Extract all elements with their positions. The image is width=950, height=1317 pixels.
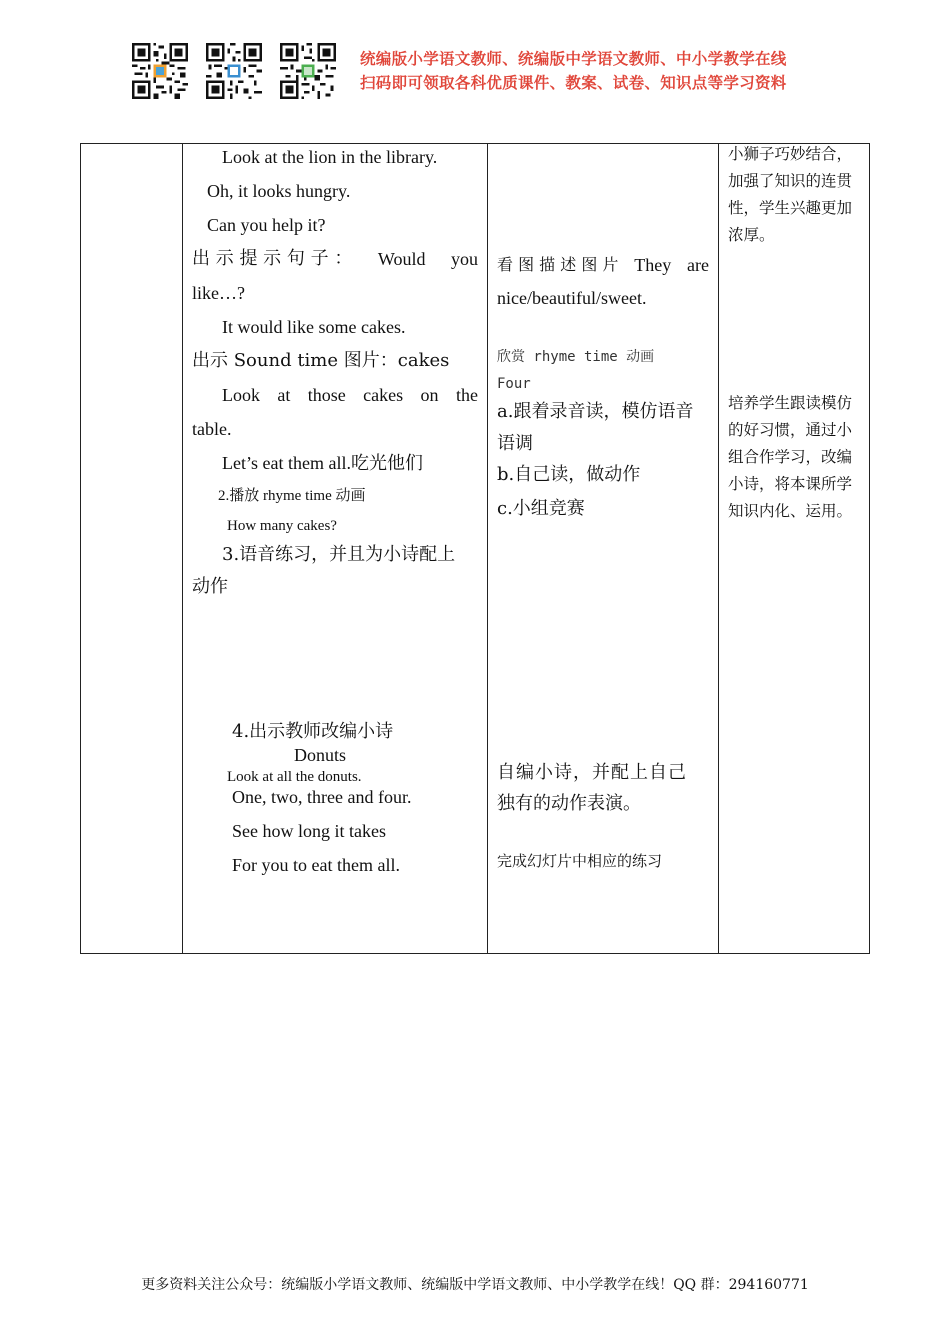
- text-line: 欣赏 rhyme time 动画: [497, 349, 655, 365]
- banner-line-1: 统编版小学语文教师、统编版中学语文教师、中小学教学在线: [360, 50, 787, 68]
- text-line: How many cakes?: [227, 518, 337, 534]
- text-line: 完成幻灯片中相应的练习: [497, 852, 663, 870]
- text-segment: 看 图 描 述 图 片: [497, 255, 619, 274]
- text-line: nice/beautiful/sweet.: [497, 288, 647, 308]
- text-line: Can you help it?: [207, 215, 326, 235]
- text-line: Let’s eat them all.吃光他们: [222, 453, 423, 473]
- text-segment: you: [451, 249, 478, 269]
- column-divider: [487, 144, 488, 953]
- footer-text: 更多资料关注公众号：统编版小学语文教师、统编版中学语文教师、中小学教学在线！QQ 群：294160771: [141, 1277, 809, 1293]
- word: on: [420, 385, 439, 405]
- text-line: Four: [497, 376, 531, 392]
- text-line: c.小组竞赛: [497, 498, 585, 519]
- text-line: Look at the lion in the library.: [222, 147, 438, 167]
- text-line: [497, 254, 709, 276]
- text-segment: They: [634, 255, 672, 275]
- word: at: [277, 385, 291, 405]
- word: those: [307, 385, 346, 405]
- poem-line: See how long it takes: [232, 821, 386, 841]
- text-line: [222, 384, 478, 406]
- word: cakes: [363, 385, 404, 405]
- text-segment: 出 示 提 示 句 子 ：: [192, 248, 353, 269]
- text-segment: are: [687, 255, 709, 275]
- text-line: b.自己读，做动作: [497, 464, 641, 485]
- text-line: 独有的动作表演。: [497, 793, 641, 814]
- text-line: 出示 Sound time 图片：cakes: [192, 350, 450, 371]
- column-divider: [718, 144, 719, 953]
- text-line: like…?: [192, 283, 245, 303]
- word: Look: [222, 385, 260, 405]
- qr-code-1: [132, 43, 188, 99]
- header-banner: [360, 47, 787, 95]
- poem-title: Donuts: [294, 745, 347, 765]
- design-note: 小狮子巧妙结合，加强了知识的连贯性，学生兴趣更加浓厚。: [728, 145, 853, 244]
- text-line: 动作: [192, 576, 228, 597]
- design-note: 培养学生跟读模仿的好习惯，通过小组合作学习，改编小诗，将本课所学知识内化、运用。: [728, 394, 853, 520]
- text-line: 语调: [497, 433, 533, 454]
- column-divider: [182, 144, 183, 953]
- poem-line: For you to eat them all.: [232, 855, 400, 875]
- qr-code-2: [206, 43, 262, 99]
- poem-line: One, two, three and four.: [232, 787, 412, 807]
- text-line: 2.播放 rhyme time 动画: [218, 488, 366, 504]
- text-line: 4.出示教师改编小诗: [232, 721, 394, 742]
- text-line: Oh, it looks hungry.: [207, 181, 351, 201]
- text-line: table.: [192, 419, 232, 439]
- text-line: 自编小诗，并配上自己: [497, 762, 687, 783]
- text-line: [192, 248, 478, 270]
- text-line: a.跟着录音读，模仿语音: [497, 401, 694, 422]
- text-segment: Would: [377, 249, 426, 269]
- text-line: It would like some cakes.: [222, 317, 406, 337]
- poem-line: Look at all the donuts.: [227, 769, 362, 785]
- banner-line-2: 扫码即可领取各科优质课件、教案、试卷、知识点等学习资料: [360, 74, 787, 92]
- text-line: 3.语音练习，并且为小诗配上: [222, 544, 456, 565]
- word: the: [455, 385, 478, 405]
- qr-code-3: [280, 43, 336, 99]
